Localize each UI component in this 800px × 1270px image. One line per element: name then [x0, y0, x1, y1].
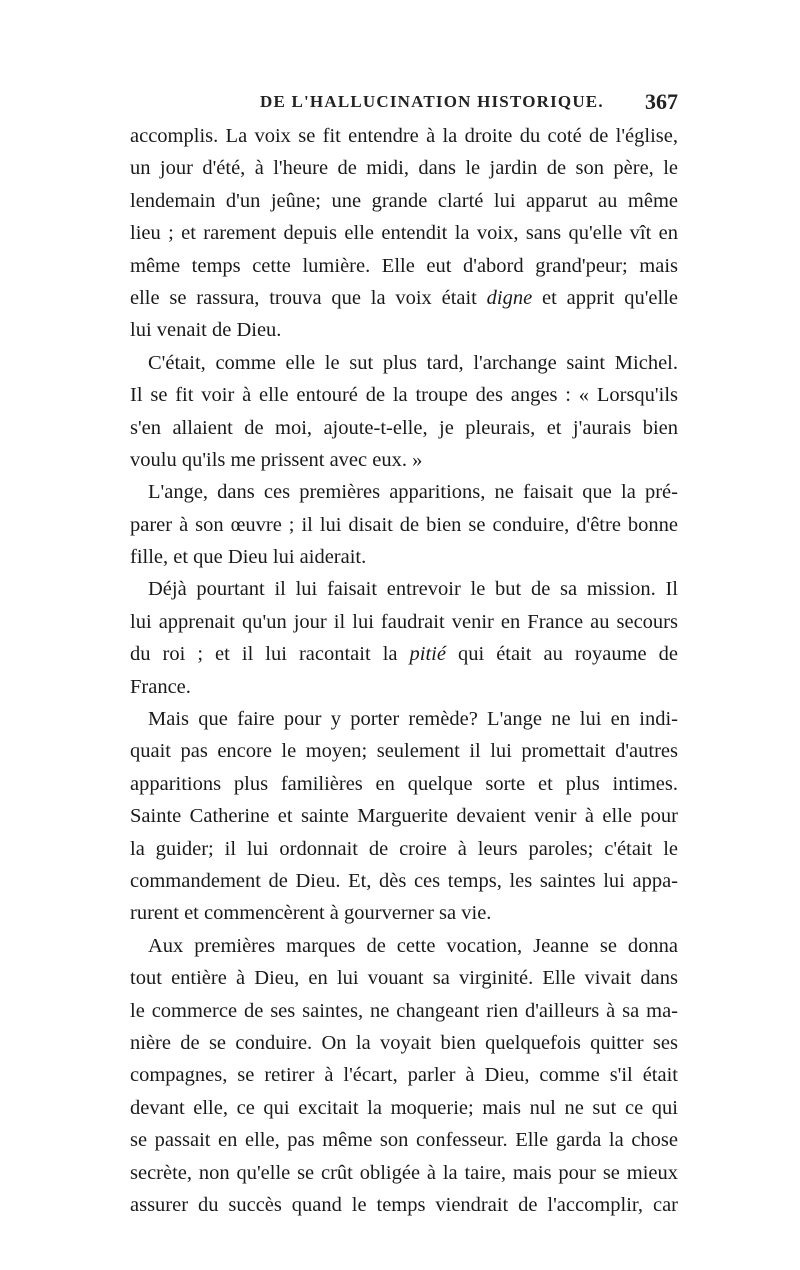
text-line: nière de se conduire. On la voyait bien quelquefois quitter ses [130, 1031, 678, 1054]
text-line: quait pas encore le moyen; seulement il lui promettait d'autres [130, 740, 678, 763]
page-number: 367 [645, 89, 678, 114]
text-line: devant elle, ce qui excitait la moquerie; mais nul ne sut ce qui [130, 1096, 678, 1119]
text-line: même temps cette lumière. Elle eut d'abord grand'peur; mais [130, 254, 678, 277]
running-head [130, 89, 678, 120]
text-line: la guider; il lui ordonnait de croire à leurs paroles; c'était le [130, 837, 678, 860]
text-line: voulu qu'ils me prissent avec eux. » [130, 448, 423, 471]
text-line: tout entière à Dieu, en lui vouant sa virginité. Elle vivait dans [130, 967, 678, 990]
text-line: lendemain d'un jeûne; une grande clarté lui apparut au même [130, 189, 678, 212]
text-line: France. [130, 675, 191, 698]
text-line: compagnes, se retirer à l'écart, parler à Dieu, comme s'il était [130, 1064, 678, 1087]
text-line: s'en allaient de moi, ajoute-t-elle, je pleurais, et j'aurais bien [130, 416, 678, 439]
text-line: se passait en elle, pas même son confesseur. Elle garda la chose [130, 1129, 678, 1152]
text-line: rurent et commencèrent à gourverner sa vie. [130, 902, 492, 925]
text-line: Mais que faire pour y porter remède? L'ange ne lui en indi- [148, 708, 678, 731]
text-line: Sainte Catherine et sainte Marguerite devaient venir à elle pour [130, 805, 678, 828]
text-line-segment: qui était au royaume de [445, 643, 678, 666]
text-line: L'ange, dans ces premières apparitions, ne faisait que la pré- [148, 481, 678, 504]
text-line: apparitions plus familières en quelque sorte et plus intimes. [130, 772, 678, 795]
text-line: C'était, comme elle le sut plus tard, l'archange saint Michel. [148, 351, 678, 374]
text-line: lieu ; et rarement depuis elle entendit la voix, sans qu'elle vît en [130, 222, 678, 245]
text-line: secrète, non qu'elle se crût obligée à la taire, mais pour se mieux [130, 1161, 678, 1184]
running-title: DE L'HALLUCINATION HISTORIQUE. [260, 92, 604, 111]
text-line: commandement de Dieu. Et, dès ces temps, les saintes lui appa- [130, 869, 678, 892]
text-line: parer à son œuvre ; il lui disait de bien se conduire, d'être bonne [130, 513, 678, 536]
text-line: le commerce de ses saintes, ne changeant rien d'ailleurs à sa ma- [130, 999, 678, 1022]
text-line: Il se fit voir à elle entouré de la troupe des anges : « Lorsqu'ils [130, 384, 678, 407]
text-line: lui apprenait qu'un jour il lui faudrait venir en France au secours [130, 610, 678, 633]
text-line: fille, et que Dieu lui aiderait. [130, 546, 367, 569]
text-line-segment: du roi ; et il lui racontait la [130, 643, 410, 666]
text-line-segment: elle se rassura, trouva que la voix était [130, 286, 487, 309]
body-text [130, 120, 678, 1221]
text-line: Déjà pourtant il lui faisait entrevoir le but de sa mission. Il [148, 578, 678, 601]
text-line [130, 638, 678, 670]
text-line [130, 282, 678, 314]
emphasized-word: pitié [409, 643, 446, 666]
text-line: Aux premières marques de cette vocation, Jeanne se donna [148, 934, 678, 957]
text-line: un jour d'été, à l'heure de midi, dans le jardin de son père, le [130, 157, 678, 180]
text-line: lui venait de Dieu. [130, 319, 282, 342]
emphasized-word: digne [486, 286, 533, 309]
text-line-segment: et apprit qu'elle [532, 286, 678, 309]
text-line: assurer du succès quand le temps viendrait de l'accomplir, car [130, 1193, 678, 1216]
text-line: accomplis. La voix se fit entendre à la droite du coté de l'église, [130, 125, 678, 147]
